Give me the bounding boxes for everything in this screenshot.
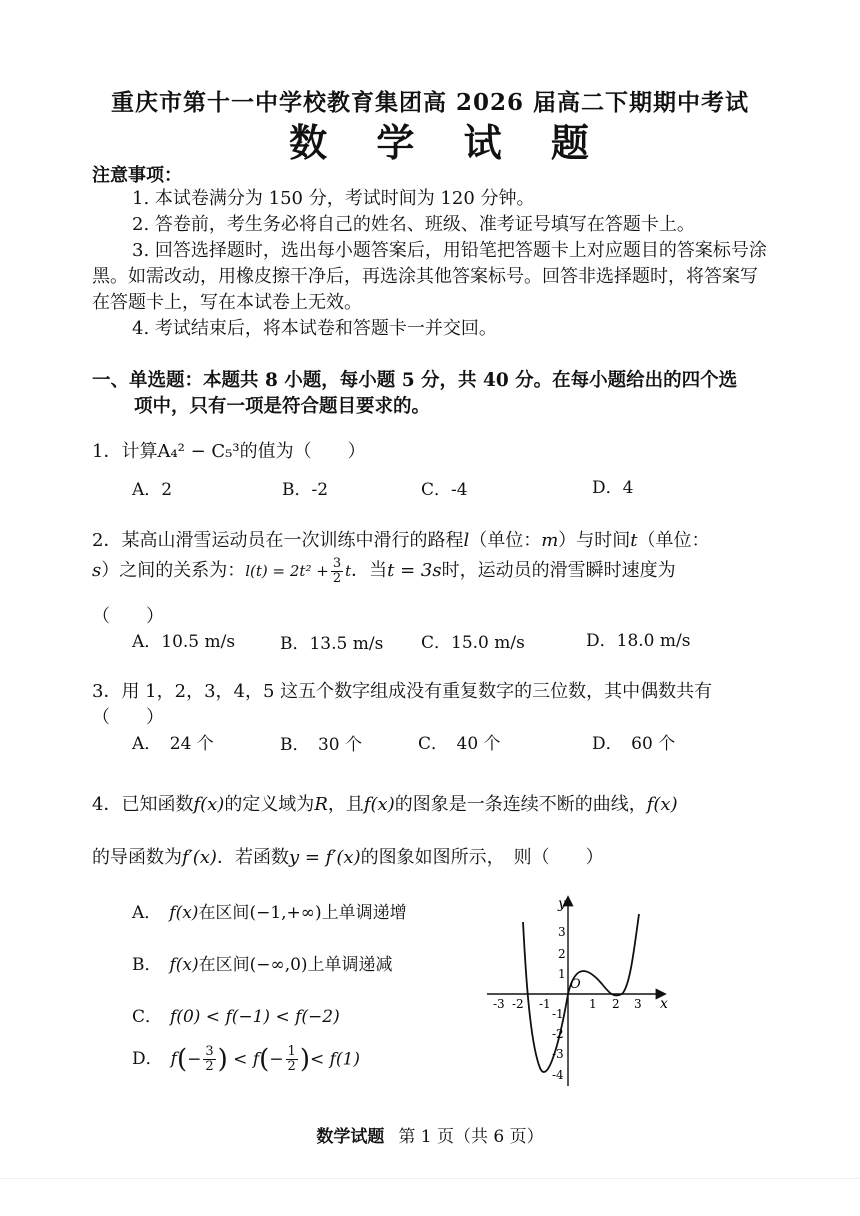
question-text: 的图象如图所示， 则（ ） — [360, 847, 604, 868]
origin-label: O — [570, 977, 581, 992]
notice-heading: 注意事项： — [92, 165, 182, 186]
notice-item-1: 1. 本试卷满分为 150 分，考试时间为 120 分钟。 — [132, 188, 535, 209]
q3-option-d: D． 60 个 — [592, 734, 676, 754]
math-expression: A₄² − C₅³ — [157, 441, 240, 462]
y-axis-label: y — [558, 896, 566, 912]
derivative-curve — [523, 914, 639, 1072]
question-4-line-1 — [92, 790, 678, 816]
question-text: 已知函数 — [121, 794, 194, 815]
y-tick-label: 2 — [558, 947, 566, 961]
fraction-numerator: 1 — [287, 1044, 296, 1059]
notice-item-4: 4. 考试结束后，将本试卷和答题卡一并交回。 — [132, 318, 497, 339]
math-variable: l — [463, 530, 470, 551]
question-text: ．若函数 — [216, 847, 289, 868]
math-fraction — [286, 1045, 298, 1074]
x-tick-label: 2 — [612, 997, 620, 1011]
option-label: B． — [132, 955, 162, 975]
q2-option-a: A．10.5 m/s — [132, 632, 236, 652]
math-variable: t — [630, 530, 638, 551]
option-label: C． — [132, 1007, 163, 1027]
fraction-denominator: 2 — [205, 1059, 214, 1074]
math-interval: (−∞,0) — [249, 955, 308, 975]
math-function: y = f′(x) — [288, 847, 361, 868]
option-text: 在区间 — [198, 955, 250, 975]
fraction-denominator: 2 — [332, 570, 342, 586]
math-fraction — [331, 557, 343, 586]
math-condition: t = 3s — [387, 560, 442, 581]
q2-option-d: D．18.0 m/s — [586, 631, 691, 651]
question-3-blank: （ ） — [92, 707, 164, 728]
question-text: 某高山滑雪运动员在一次训练中滑行的路程 — [121, 530, 464, 551]
q3-option-a: A． 24 个 — [132, 734, 214, 754]
math-function: f′(x) — [182, 847, 217, 868]
section-heading — [92, 368, 782, 420]
question-text: （单位： — [637, 530, 710, 551]
question-text: （单位： — [469, 530, 542, 551]
y-tick-label: -4 — [552, 1068, 564, 1082]
q1-option-c: C．-4 — [421, 480, 468, 500]
q4-option-c — [132, 1002, 340, 1027]
notice-item-2: 2. 答卷前，考生务必将自己的姓名、班级、准考证号填写在答题卡上。 — [132, 214, 695, 235]
question-number: 1． — [92, 441, 122, 462]
math-inequality: f(0) < f(−1) < f(−2) — [170, 1007, 340, 1027]
school-title: 重庆市第十一中学校教育集团高 2026 届高二下期期中考试 — [110, 89, 750, 116]
q3-option-c: C． 40 个 — [418, 734, 501, 754]
q3-option-b: B． 30 个 — [280, 735, 363, 755]
option-label: D． — [132, 1049, 163, 1069]
fraction-numerator: 3 — [332, 555, 342, 571]
question-1 — [92, 437, 366, 463]
y-tick-label: -2 — [552, 1027, 564, 1041]
derivative-graph — [482, 890, 672, 1090]
notice-item-3: 3. 回答选择题时，选出每小题答案后，用铅笔把答题卡上对应题目的答案标号涂黑。如需改动，用橡皮擦干净后，再选涂其他答案标号。回答非选择题时，将答案写在答题卡上，写在本试卷上无效。 — [92, 240, 767, 313]
page-divider — [0, 1178, 860, 1179]
x-tick-label: -1 — [539, 997, 551, 1011]
exam-title: 数 学 试 题 — [289, 120, 607, 165]
math-fraction — [203, 1045, 215, 1074]
q2-option-c: C．15.0 m/s — [421, 633, 525, 653]
x-tick-label: 3 — [634, 997, 642, 1011]
question-number: 4． — [92, 794, 122, 815]
question-2-line-2 — [92, 556, 676, 586]
math-domain: R — [314, 794, 328, 815]
section-heading-line1: 一、单选题：本题共 8 小题，每小题 5 分，共 40 分。在每小题给出的四个选 — [92, 370, 738, 391]
x-tick-label: -3 — [493, 997, 505, 1011]
question-2-blank: （ ） — [92, 606, 164, 627]
math-interval: (−1,+∞) — [249, 903, 322, 923]
question-text: 的值为（ ） — [239, 441, 366, 462]
y-tick-label: 1 — [558, 967, 566, 981]
question-text: ）与时间 — [558, 530, 631, 551]
question-text: 的定义域为 — [224, 794, 315, 815]
x-axis-label: x — [660, 996, 668, 1012]
y-tick-label: 3 — [558, 925, 566, 939]
math-formula: l(t) = 2t² + — [245, 562, 329, 580]
footer-title: 数学试题 — [316, 1127, 385, 1147]
fraction-numerator: 3 — [205, 1044, 214, 1059]
math-function: f — [170, 1049, 177, 1069]
q2-option-b: B．13.5 m/s — [280, 634, 384, 654]
y-tick-label: -3 — [552, 1047, 564, 1061]
q1-option-b: B．-2 — [282, 480, 329, 500]
x-tick-label: 1 — [589, 997, 597, 1011]
math-unit: s — [92, 560, 102, 581]
math-function: f(x) — [646, 794, 678, 815]
question-text: 时，运动员的滑雪瞬时速度为 — [441, 560, 676, 581]
q4-option-b — [132, 950, 393, 975]
question-text: 的图象是一条连续不断的曲线， — [394, 794, 647, 815]
math-function: f(x) — [363, 794, 395, 815]
q1-option-d: D．4 — [592, 478, 634, 498]
question-3 — [92, 677, 712, 703]
fraction-denominator: 2 — [287, 1059, 296, 1074]
q1-option-a: A．2 — [132, 480, 173, 500]
x-tick-label: -2 — [512, 997, 524, 1011]
section-heading-line2: 项中，只有一项是符合题目要求的。 — [134, 396, 431, 417]
question-number: 2． — [92, 530, 122, 551]
q4-option-a — [132, 898, 407, 923]
question-text: ）之间的关系为： — [101, 560, 246, 581]
question-4-line-2 — [92, 843, 604, 869]
math-function: f(x) — [169, 955, 199, 975]
math-function: f(x) — [169, 903, 199, 923]
option-text: 上单调递减 — [307, 955, 393, 975]
page-footer — [0, 1122, 860, 1147]
option-text: 在区间 — [198, 903, 250, 923]
footer-page-number: 第 1 页（共 6 页） — [398, 1127, 544, 1147]
option-label: A． — [132, 903, 162, 923]
math-function: f(x) — [193, 794, 225, 815]
question-text: 用 1，2，3，4，5 这五个数字组成没有重复数字的三位数，其中偶数共有 — [121, 681, 713, 702]
question-text: 的导函数为 — [92, 847, 182, 868]
math-formula: t — [345, 562, 352, 580]
question-number: 3． — [92, 681, 122, 702]
math-function: f — [252, 1049, 260, 1070]
question-text: ．当 — [351, 560, 388, 581]
question-2-line-1 — [92, 526, 710, 552]
question-text: 计算 — [121, 441, 158, 462]
option-text: 上单调递增 — [321, 903, 407, 923]
y-tick-label: -1 — [552, 1007, 564, 1021]
math-unit: m — [541, 530, 559, 551]
question-text: ，且 — [327, 794, 364, 815]
q4-option-d: D． f(− $\frac{3}{2}$ ) < f(− $\frac{1}{2}$ )< f(1) — [132, 1044, 361, 1075]
math-inequality: < f(1) — [309, 1049, 361, 1070]
